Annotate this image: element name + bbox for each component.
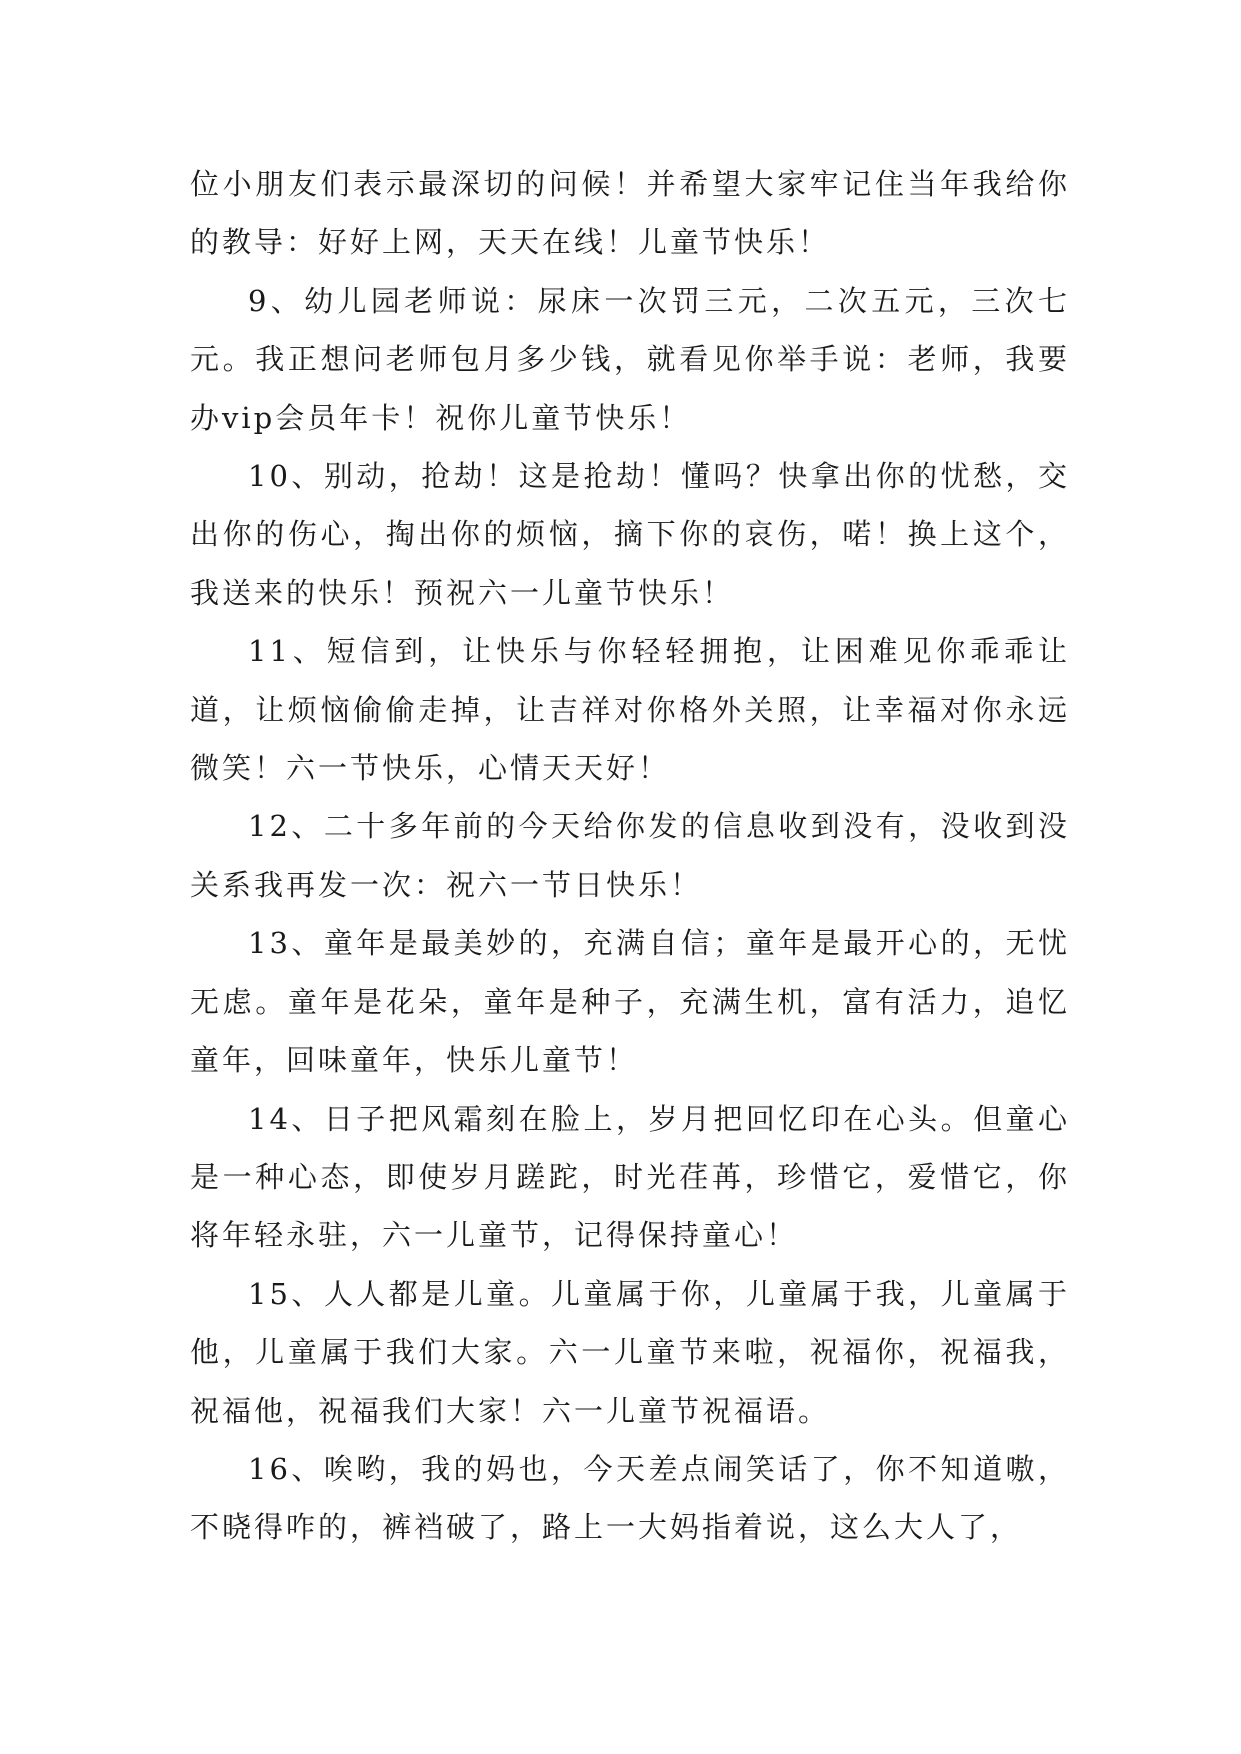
paragraph-item-14: 14、日子把风霜刻在脸上，岁月把回忆印在心头。但童心是一种心态，即使岁月蹉跎，时光荏苒，珍惜它，爱惜它，你将年轻永驻，六一儿童节，记得保持童心！ — [190, 1101, 1070, 1253]
paragraph-item-11: 11、短信到，让快乐与你轻轻拥抱，让困难见你乖乖让道，让烦恼偷偷走掉，让吉祥对你格外关照，让幸福对你永远微笑！六一节快乐，心情天天好！ — [190, 634, 1070, 786]
paragraph-item-16: 16、唉哟，我的妈也，今天差点闹笑话了，你不知道嗷，不晓得咋的，裤裆破了，路上一大妈指着说，这么大人了， — [190, 1451, 1070, 1545]
paragraph-item-9: 9、幼儿园老师说：尿床一次罚三元，二次五元，三次七元。我正想问老师包月多少钱，就看见你举手说：老师，我要办vip会员年卡！祝你儿童节快乐！ — [190, 283, 1070, 435]
paragraph-item-10: 10、别动，抢劫！这是抢劫！懂吗？快拿出你的忧愁，交出你的伤心，掏出你的烦恼，摘下你的哀伤，喏！换上这个，我送来的快乐！预祝六一儿童节快乐！ — [190, 459, 1070, 610]
paragraph-continuation: 位小朋友们表示最深切的问候！并希望大家牢记住当年我给你的教导：好好上网，天天在线！儿童节快乐！ — [190, 167, 1070, 260]
paragraph-item-12: 12、二十多年前的今天给你发的信息收到没有，没收到没关系我再发一次：祝六一节日快乐！ — [190, 809, 1070, 902]
paragraph-item-15: 15、人人都是儿童。儿童属于你，儿童属于我，儿童属于他，儿童属于我们大家。六一儿童节来啦，祝福你，祝福我，祝福他，祝福我们大家！六一儿童节祝福语。 — [190, 1276, 1070, 1428]
document-body — [190, 155, 1070, 1557]
paragraph-item-13: 13、童年是最美妙的，充满自信；童年是最开心的，无忧无虑。童年是花朵，童年是种子，充满生机，富有活力，追忆童年，回味童年，快乐儿童节！ — [190, 926, 1070, 1078]
